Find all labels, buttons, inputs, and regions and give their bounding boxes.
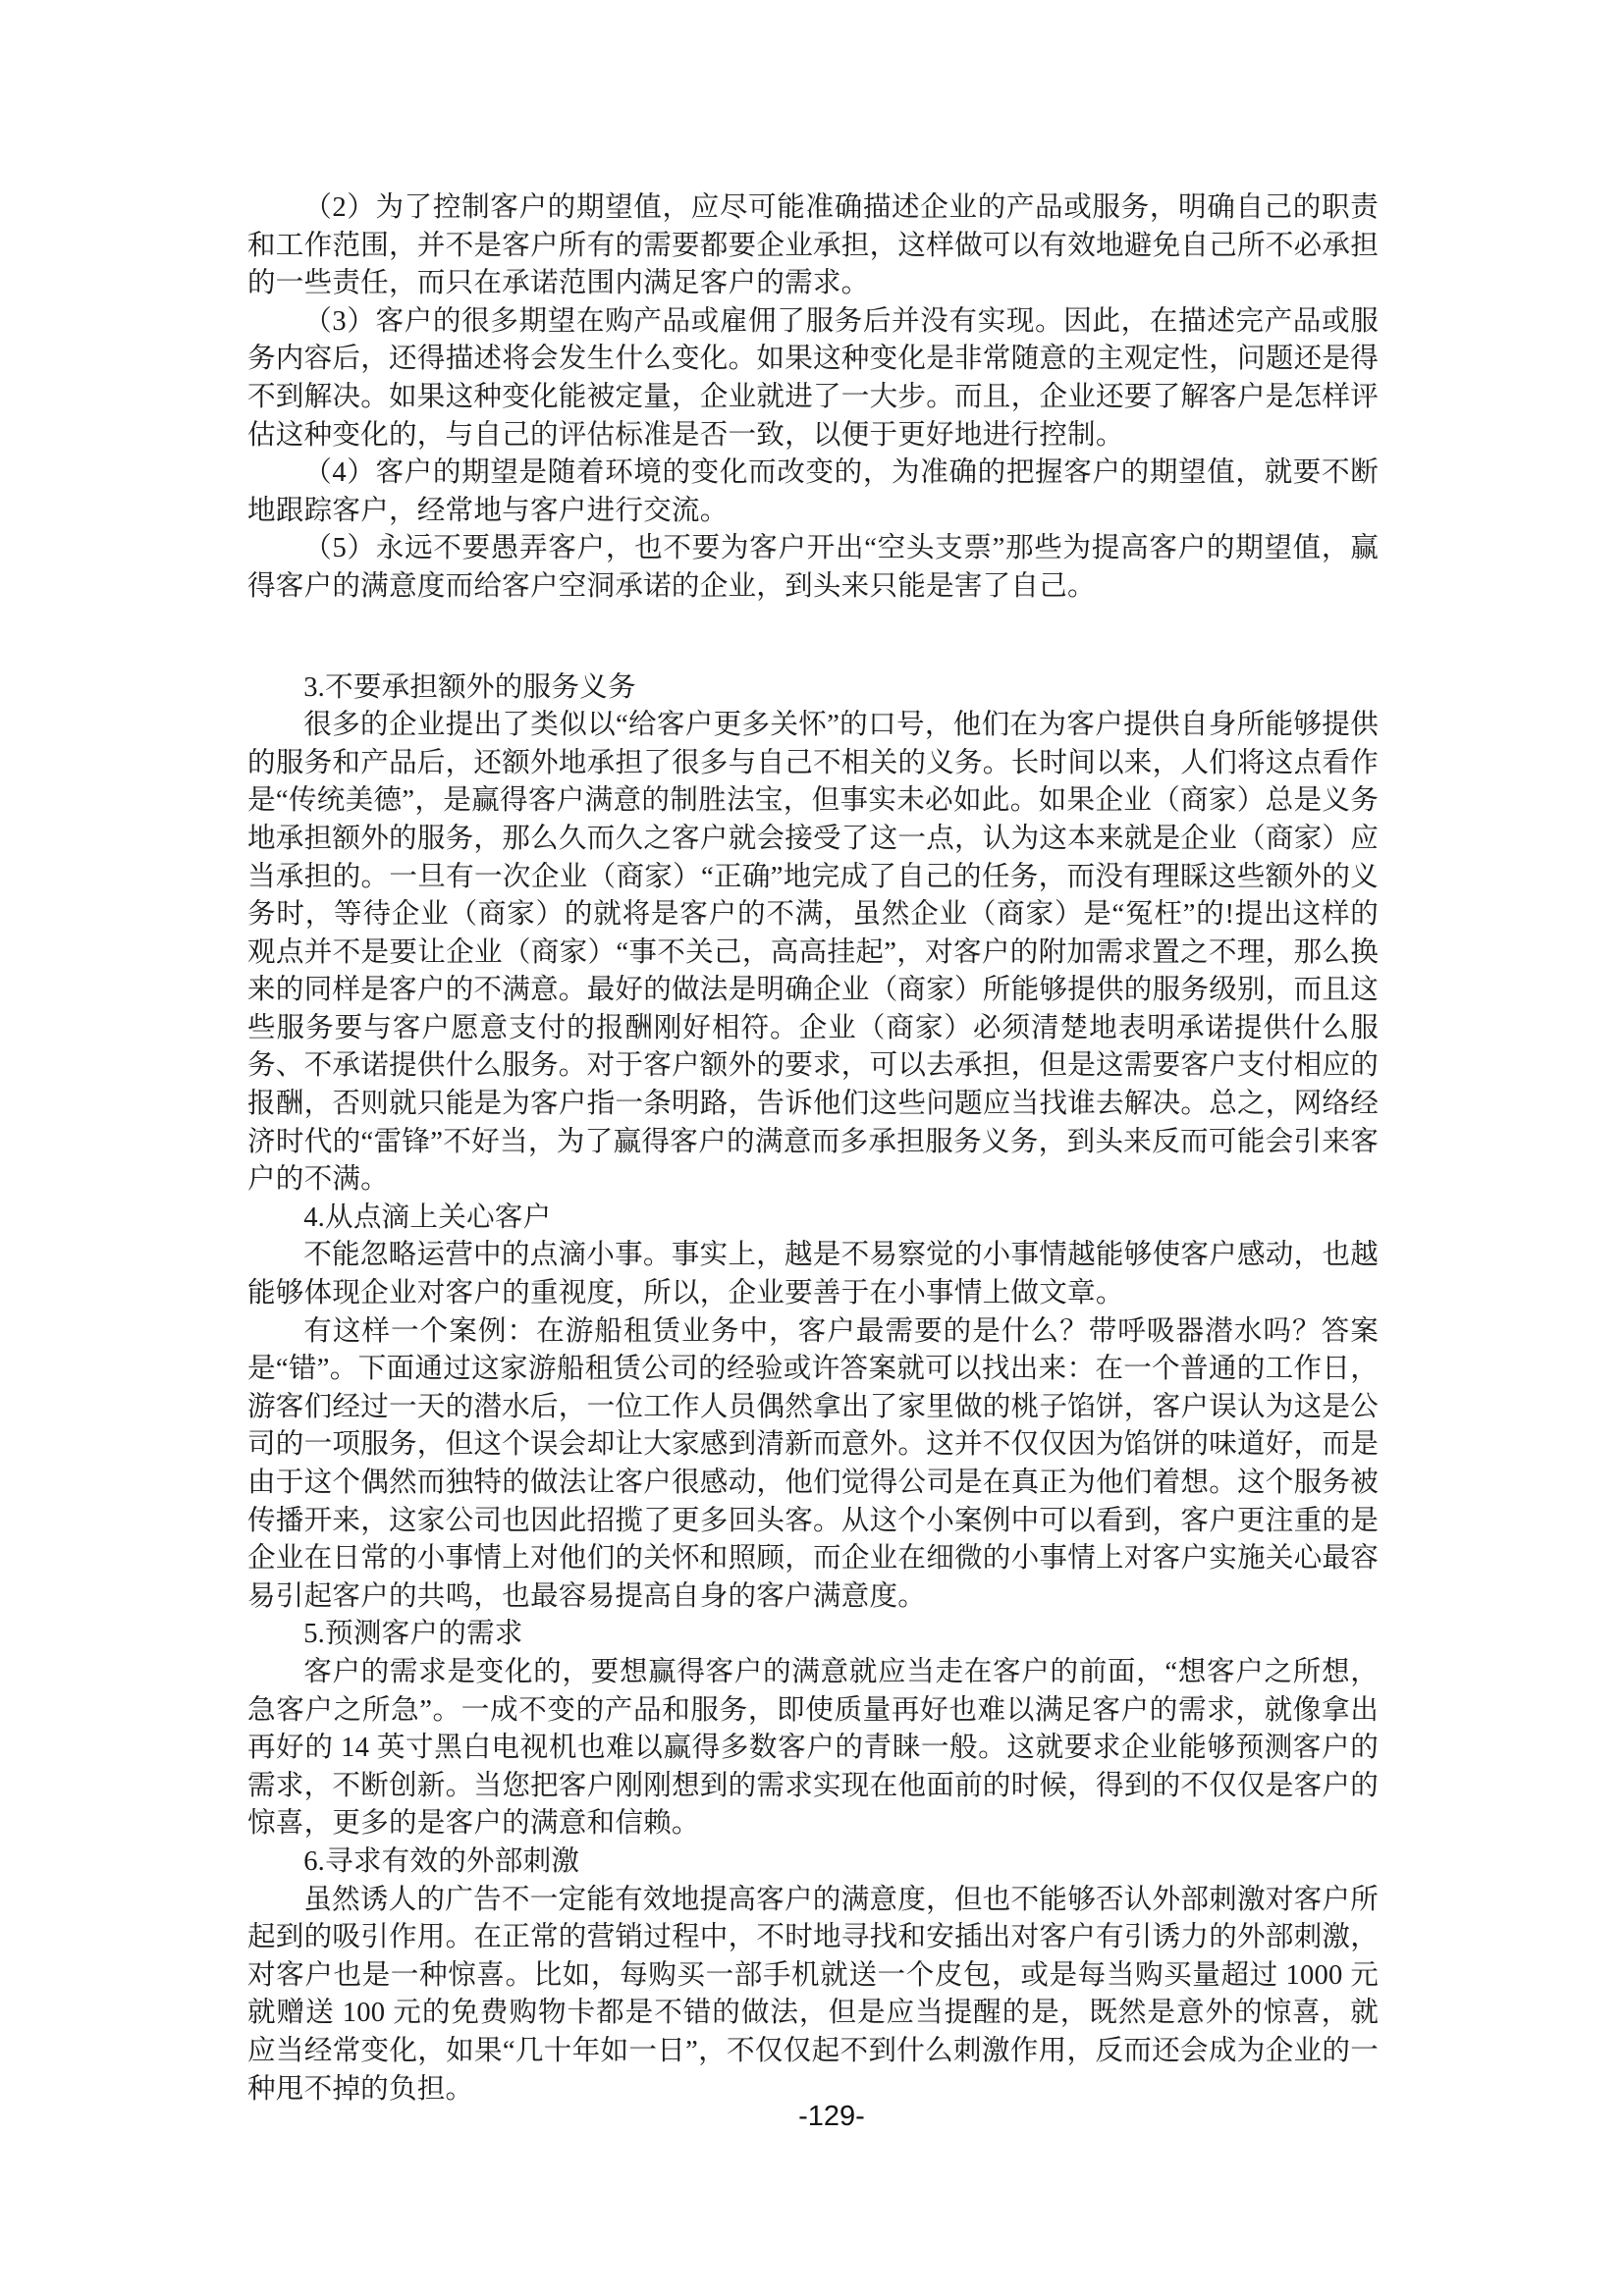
paragraph: 客户的需求是变化的，要想赢得客户的满意就应当走在客户的前面，“想客户之所想，急客户之所急”。一成不变的产品和服务，即使质量再好也难以满足客户的需求，就像拿出再好的 14 英寸黑白电视机也难以赢得多数客户的青睐一般。这就要求企业能够预测客户的需求，不断创新。当您把客户刚刚想到的需求实现在他面前的时候，得到的不仅仅是客户的惊喜，更多的是客户的满意和信赖。 [247,1656,1379,1840]
document-body [247,189,1379,2109]
paragraph: （5）永远不要愚弄客户，也不要为客户开出“空头支票”那些为提高客户的期望值，赢得客户的满意度而给客户空洞承诺的企业，到头来只能是害了自己。 [247,533,1379,602]
section-heading: 4.从点滴上关心客户 [303,1201,552,1233]
section-gap [247,607,1379,669]
page-number: -129- [798,2101,865,2132]
section-heading: 6.寻求有效的外部刺激 [303,1845,580,1877]
paragraph: 不能忽略运营中的点滴小事。事实上，越是不易察觉的小事情越能够使客户感动，也越能够体现企业对客户的重视度，所以，企业要善于在小事情上做文章。 [247,1240,1379,1309]
paragraph: 有这样一个案例：在游船租赁业务中，客户最需要的是什么？带呼吸器潜水吗？答案是“错”。下面通过这家游船租赁公司的经验或许答案就可以找出来：在一个普通的工作日，游客们经过一天的潜水后，一位工作人员偶然拿出了家里做的桃子馅饼，客户误认为这是公司的一项服务，但这个误会却让大家感到清新而意外。这并不仅仅因为馅饼的味道好，而是由于这个偶然而独特的做法让客户很感动，他们觉得公司是在真正为他们着想。这个服务被传播开来，这家公司也因此招揽了更多回头客。从这个小案例中可以看到，客户更注重的是企业在日常的小事情上对他们的关怀和照顾，而企业在细微的小事情上对客户实施关心最容易引起客户的共鸣，也最容易提高自身的客户满意度。 [247,1315,1379,1612]
paragraph: （2）为了控制客户的期望值，应尽可能准确描述企业的产品或服务，明确自己的职责和工作范围，并不是客户所有的需要都要企业承担，这样做可以有效地避免自己所不必承担的一些责任，而只在承诺范围内满足客户的需求。 [247,192,1379,299]
paragraph: 很多的企业提出了类似以“给客户更多关怀”的口号，他们在为客户提供自身所能够提供的服务和产品后，还额外地承担了很多与自己不相关的义务。长时间以来，人们将这点看作是“传统美德”，是赢得客户满意的制胜法宝，但事实未必如此。如果企业（商家）总是义务地承担额外的服务，那么久而久之客户就会接受了这一点，认为这本来就是企业（商家）应当承担的。一旦有一次企业（商家）“正确”地完成了自己的任务，而没有理睬这些额外的义务时，等待企业（商家）的就将是客户的不满，虽然企业（商家）是“冤枉”的!提出这样的观点并不是要让企业（商家）“事不关己，高高挂起”，对客户的附加需求置之不理，那么换来的同样是客户的不满意。最好的做法是明确企业（商家）所能够提供的服务级别，而且这些服务要与客户愿意支付的报酬刚好相符。企业（商家）必须清楚地表明承诺提供什么服务、不承诺提供什么服务。对于客户额外的要求，可以去承担，但是这需要客户支付相应的报酬，否则就只能是为客户指一条明路，告诉他们这些问题应当找谁去解决。总之，网络经济时代的“雷锋”不好当，为了赢得客户的满意而多承担服务义务，到头来反而可能会引来客户的不满。 [247,710,1379,1196]
paragraph: （4）客户的期望是随着环境的变化而改变的，为准确的把握客户的期望值，就要不断地跟踪客户，经常地与客户进行交流。 [247,457,1379,526]
section-heading: 5.预测客户的需求 [303,1619,523,1650]
paragraph: （3）客户的很多期望在购产品或雇佣了服务后并没有实现。因此，在描述完产品或服务内容后，还得描述将会发生什么变化。如果这种变化是非常随意的主观定性，问题还是得不到解决。如果这种变化能被定量，企业就进了一大步。而且，企业还要了解客户是怎样评估这种变化的，与自己的评估标准是否一致，以便于更好地进行控制。 [247,305,1379,451]
paragraph: 虽然诱人的广告不一定能有效地提高客户的满意度，但也不能够否认外部刺激对客户所起到的吸引作用。在正常的营销过程中，不时地寻找和安插出对客户有引诱力的外部刺激，对客户也是一种惊喜。比如，每购买一部手机就送一个皮包，或是每当购买量超过 1000 元就赠送 100 元的免费购物卡都是不错的做法，但是应当提醒的是，既然是意外的惊喜，就应当经常变化，如果“几十年如一日”，不仅仅起不到什么刺激作用，反而还会成为企业的一种甩不掉的负担。 [247,1884,1379,2105]
section-heading: 3.不要承担额外的服务义务 [303,671,636,703]
